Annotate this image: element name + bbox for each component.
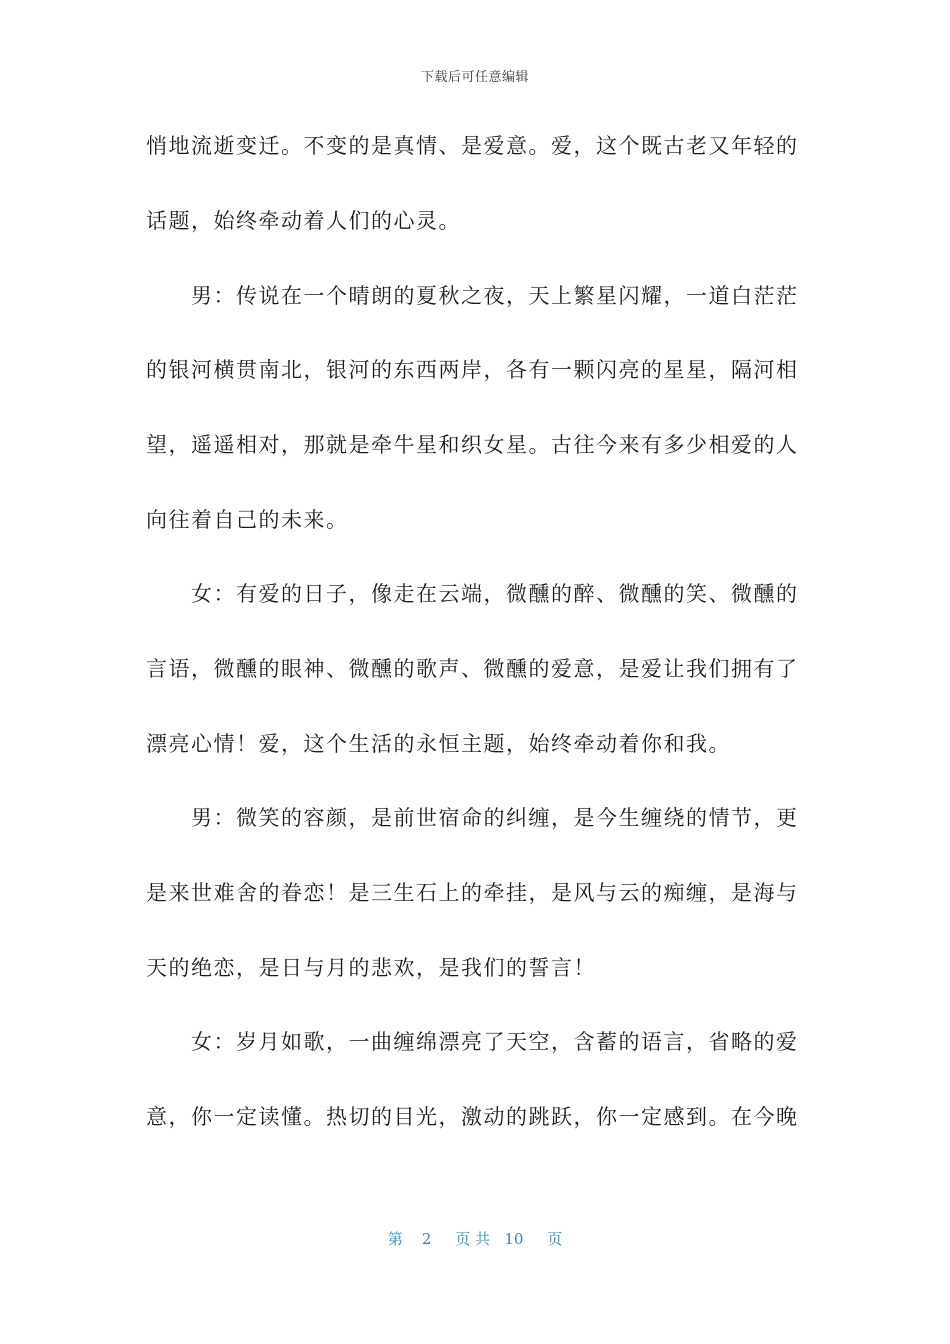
body-line: 漂亮心情！爱，这个生活的永恒主题，始终牵动着你和我。 [146,732,731,756]
page-label-prefix: 第 [387,1230,403,1248]
body-line: 是来世难舍的眷恋！是三生石上的牵挂，是风与云的痴缠，是海与 [146,881,799,905]
page-header: 下载后可任意编辑 [420,70,529,85]
body-line: 望，遥遥相对，那就是牵牛星和织女星。古往今来有多少相爱的人 [146,433,799,457]
body-line: 悄地流逝变迁。不变的是真情、是爱意。爱，这个既古老又年轻的 [146,134,799,158]
body-line: 天的绝恋，是日与月的悲欢，是我们的誓言！ [146,956,596,980]
body-line: 女：岁月如歌，一曲缠绵漂亮了天空，含蓄的语言，省略的爱 [146,1030,799,1054]
page-label-middle: 页 共 [455,1230,490,1248]
body-line: 女：有爱的日子，像走在云端，微醺的醉、微醺的笑、微醺的 [146,582,799,606]
body-line: 向往着自己的未来。 [146,508,349,532]
total-pages-number: 10 [504,1230,524,1248]
body-line: 话题，始终牵动着人们的心灵。 [146,209,461,233]
page-label-suffix: 页 [547,1230,563,1248]
body-line: 言语，微醺的眼神、微醺的歌声、微醺的爱意，是爱让我们拥有了 [146,657,799,681]
current-page-number: 2 [421,1230,432,1248]
body-line: 男：传说在一个晴朗的夏秋之夜，天上繁星闪耀，一道白茫茫 [146,284,799,308]
body-line: 男：微笑的容颜，是前世宿命的纠缠，是今生缠绕的情节，更 [146,806,799,830]
body-line: 的银河横贯南北，银河的东西两岸，各有一颗闪亮的星星，隔河相 [146,358,799,382]
body-line: 意，你一定读懂。热切的目光，激动的跳跃，你一定感到。在今晚 [146,1105,799,1129]
page-number-footer [0,1228,950,1249]
